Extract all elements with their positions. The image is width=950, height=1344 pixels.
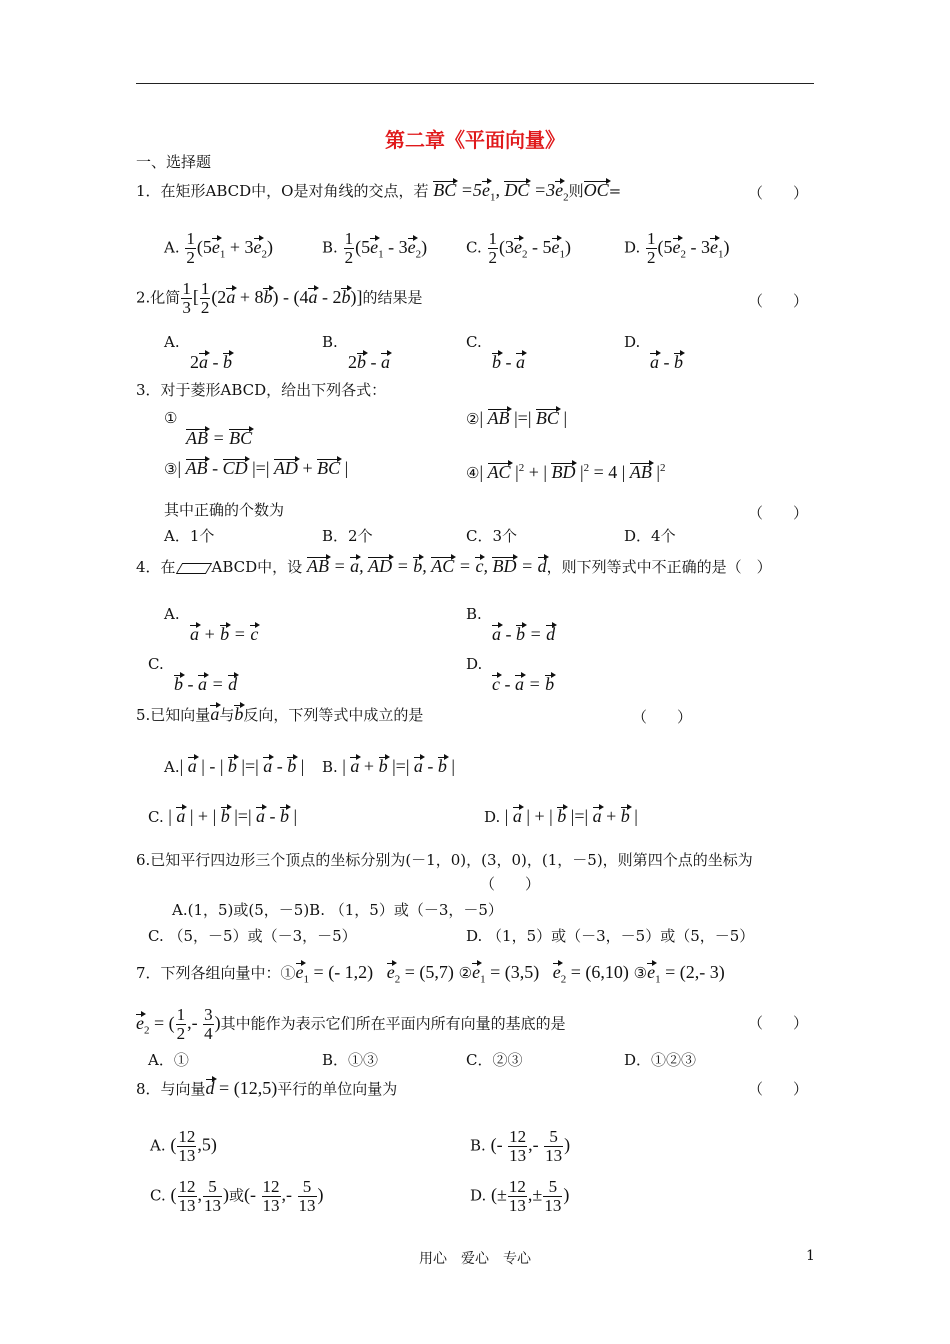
q3-item-1: ① AB = BC (164, 409, 253, 448)
question-6: 6.已知平行四边形三个顶点的坐标分别为(－1，0)，(3，0)，(1，－5)，则第四个点的坐标为 (136, 851, 753, 869)
question-2: 2.化简 $\frac{1}{3}$ [ $\frac{1}{2}$ (2a + 8b) - (4a - 2b)]的结果是 (136, 279, 423, 317)
page-title: 第二章《平面向量》 (385, 128, 565, 152)
header-rule (136, 83, 814, 84)
answer-blank: （ ） (748, 292, 809, 310)
q3-item-3: ③| AB - CD |=| AD + BC | (164, 458, 349, 478)
q6-option-c: C. （5，－5）或（－3，－5） (148, 927, 357, 945)
page-footer: 用心 爱心 专心 (419, 1251, 531, 1267)
question-1: 1．在矩形ABCD中，O是对角线的交点，若 BC $=5e_1$, DC $=3e_2$则OC= (136, 180, 622, 204)
q8-option-d: D. (± $\frac{12}{13}$ ,± $\frac{5}{13}$ ) (470, 1177, 570, 1215)
question-7-cont: $e_2$ = ( $\frac{1}{2}$ ,- $\frac{3}{4}$ )其中能作为表示它们所在平面内所有向量的基底的是 (136, 1005, 566, 1043)
q8-option-a: A. ( $\frac{12}{13}$ ,5) (150, 1127, 217, 1165)
q5-option-c: C. | a | + | b |=| a - b | (148, 806, 298, 826)
q5-option-d: D. | a | + | b |=| a + b | (484, 806, 638, 826)
q2-option-a: A. 2a - b (164, 333, 232, 372)
question-5: 5.已知向量a与b反向，下列等式中成立的是 (136, 704, 424, 724)
answer-blank: （ ） (748, 184, 809, 202)
answer-blank: （ ） (748, 504, 809, 522)
q4-option-c: C. b - a = d (148, 655, 238, 694)
q3-option-d: D．4个 (624, 527, 676, 545)
question-3: 3．对于菱形ABCD，给出下列各式： (136, 381, 387, 399)
q3-item-2: ②| AB |=| BC | (466, 408, 568, 428)
q1-option-c: C. $\frac{1}{2}$ $(3e_2 - 5e_1)$ (466, 229, 571, 267)
q6-option-d: D. （1，5）或（－3，－5）或（5，－5） (466, 927, 755, 945)
q5-option-a: A.| a | - | b |=| a - b | (164, 756, 305, 776)
q7-option-c: C．②③ (466, 1051, 523, 1069)
q7-option-b: B．①③ (322, 1051, 379, 1069)
q8-option-c: C. ( $\frac{12}{13}$ , $\frac{5}{13}$ )或(- $\frac{12}{13}$ ,- $\frac{5}{13}$ ) (150, 1177, 324, 1215)
answer-blank: （ ） (632, 708, 693, 726)
q1-option-a: A. $\frac{1}{2}$ $(5e_1 + 3e_2)$ (164, 229, 274, 267)
q7-option-a: A．① (148, 1051, 189, 1069)
q2-option-b: B. 2b - a (322, 333, 390, 372)
q3-option-b: B．2个 (322, 527, 373, 545)
q4-option-a: A. a + b = c (164, 605, 259, 644)
section-heading: 一、选择题 (136, 153, 212, 171)
q6-option-ab: A.(1，5)或(5，－5)B. （1，5）或（－3，－5） (172, 901, 503, 919)
page-number: 1 (806, 1248, 815, 1264)
question-4: 4．在 ABCD中，设 AB = a, AD = b, AC = c, BD = d，则下列等式中不正确的是（ ） (136, 556, 772, 576)
question-7: 7．下列各组向量中：$①e_1$ = (- 1,2) $e_2 = (5,7)$ $②e_1 = (3,5) e_2 = (6,10)$ $③e_1 = (2,-$ 3) (136, 962, 725, 986)
q1-option-d: D. $\frac{1}{2}$ $(5e_2 - 3e_1)$ (624, 229, 730, 267)
q4-option-b: B. a - b = d (466, 605, 556, 644)
q3-prompt: 其中正确的个数为 (164, 501, 285, 519)
question-8: 8．与向量d = (12,5)平行的单位向量为 (136, 1078, 398, 1098)
answer-blank: （ ） (748, 1080, 809, 1098)
q3-item-4: ④| AC $|^2$ + | BD $|^2 = 4$ | AB $|^2$ (466, 462, 666, 482)
q7-option-d: D．①②③ (624, 1051, 697, 1069)
q4-option-d: D. c - a = b (466, 655, 555, 694)
q5-option-b: B. | a + b |=| a - b | (322, 756, 456, 776)
q3-option-c: C．3个 (466, 527, 518, 545)
answer-blank: （ ） (748, 1014, 809, 1032)
q2-option-d: D. a - b (624, 333, 683, 372)
answer-blank: （ ） (480, 875, 541, 893)
q2-option-c: C. b - a (466, 333, 525, 372)
q1-option-b: B. $\frac{1}{2}$ $(5e_1 - 3e_2)$ (322, 229, 428, 267)
q3-option-a: A．1个 (164, 527, 215, 545)
parallelogram-icon (175, 563, 211, 574)
q8-option-b: B. (- $\frac{12}{13}$ ,- $\frac{5}{13}$ ) (470, 1127, 571, 1165)
